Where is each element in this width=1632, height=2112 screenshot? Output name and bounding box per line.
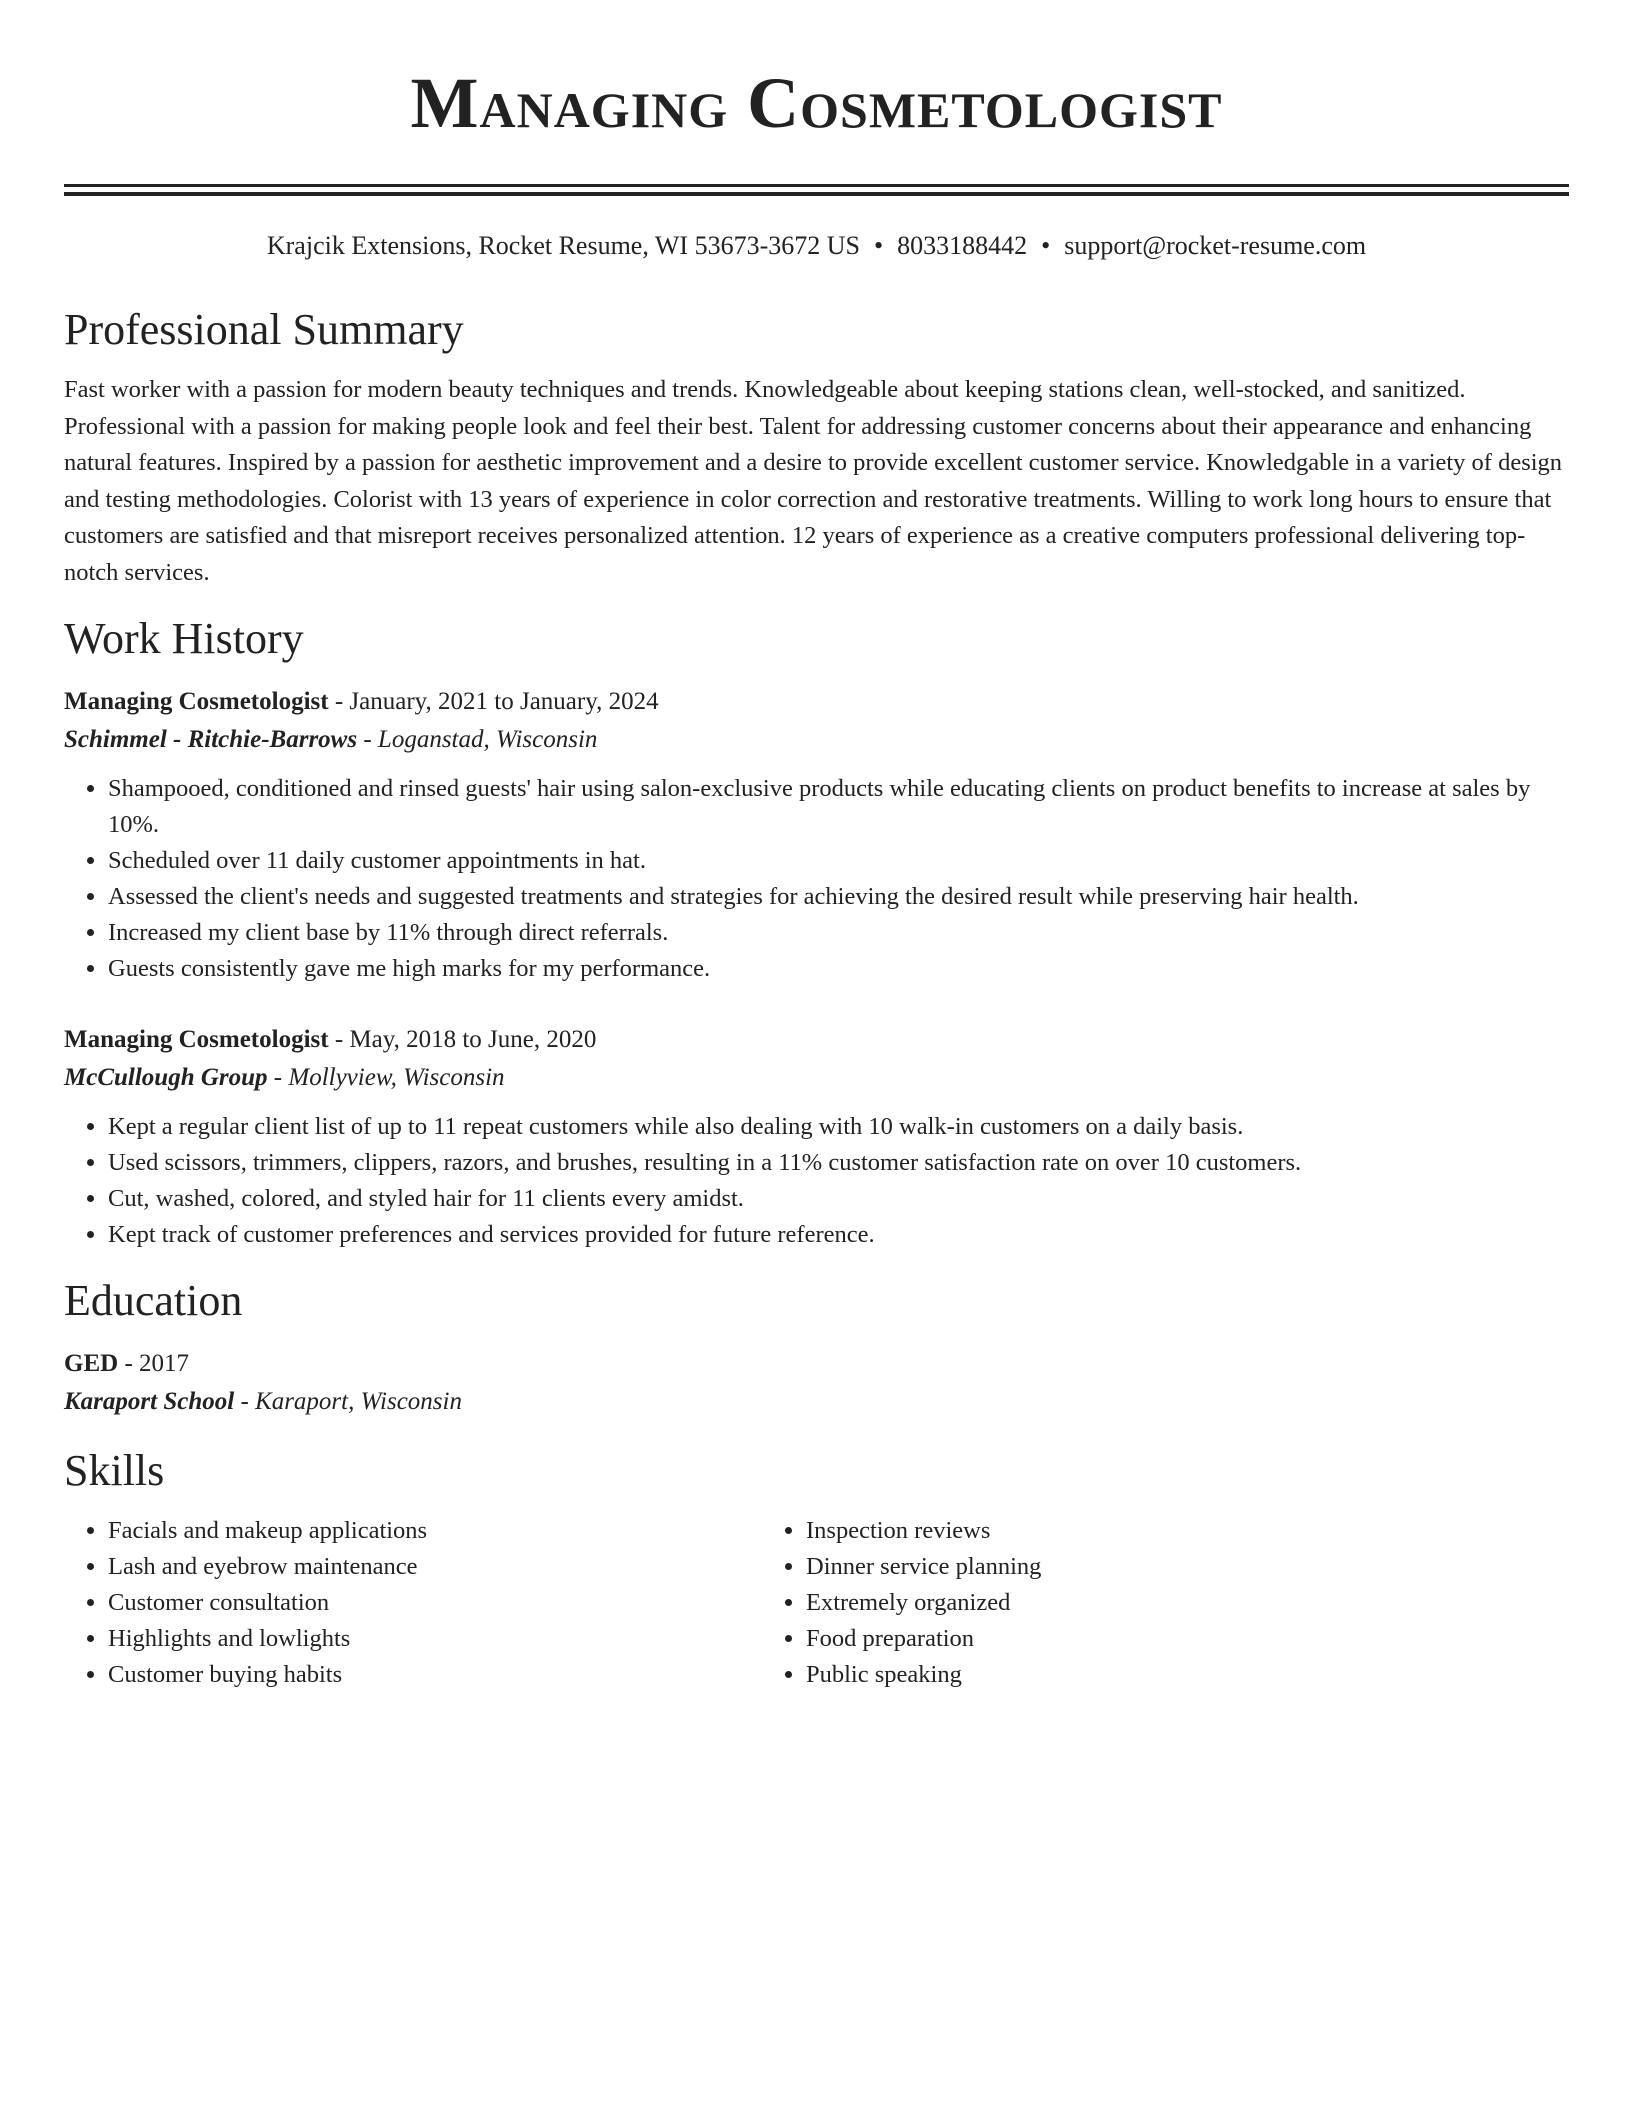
summary-text: Fast worker with a passion for modern beauty techniques and trends. Knowledgeable about keeping stations clean, well-stocked, and sanitized. Professional with a passion for making people look and feel their best. Talent for addressing customer concerns about their appearance and enhancing natural features. Inspired by a passion for aesthetic improvement and a desire to provide excellent customer service. Knowledgable in a variety of design and testing methodologies. Colorist with 13 years of experience in color correction and restorative treatments. Willing to work long hours to ensure that customers are satisfied and that misreport receives personalized attention. 12 years of experience as a creative computers professional delivering top-notch services. xyxy=(64,376,1563,586)
job-dates: - May, 2018 to June, 2020 xyxy=(328,1026,597,1053)
work-history-heading: Work History xyxy=(64,614,304,663)
list-item: • Shampooed, conditioned and rinsed guests' hair using salon-exclusive products while educating clients on product benefits to increase at sales by 10%. xyxy=(108,771,1569,843)
job-entry xyxy=(64,1021,1569,1253)
skills-list-left xyxy=(64,1513,762,1693)
contact-email: support@rocket-resume.com xyxy=(1064,231,1367,260)
job-bullets xyxy=(64,1109,1569,1253)
list-item: • Customer consultation xyxy=(108,1585,762,1621)
contact-separator: • xyxy=(1041,231,1051,260)
list-item: • Kept a regular client list of up to 11 repeat customers while also dealing with 10 walk-in customers on a daily basis. xyxy=(108,1109,1569,1145)
job-title-line xyxy=(64,683,1569,721)
list-item: • Dinner service planning xyxy=(806,1549,1460,1585)
job-location: - Loganstad, Wisconsin xyxy=(357,726,598,753)
job-bullets xyxy=(64,771,1569,987)
list-item: • Kept track of customer preferences and services provided for future reference. xyxy=(108,1217,1569,1253)
education-heading: Education xyxy=(64,1276,243,1325)
list-item: • Used scissors, trimmers, clippers, razors, and brushes, resulting in a 11% customer satisfaction rate on over 10 customers. xyxy=(108,1145,1569,1181)
contact-address: Krajcik Extensions, Rocket Resume, WI 53673-3672 US xyxy=(266,231,860,260)
list-item: • Extremely organized xyxy=(806,1585,1460,1621)
contact-separator: • xyxy=(873,231,884,260)
list-item: • Food preparation xyxy=(806,1621,1460,1657)
summary-heading: Professional Summary xyxy=(64,305,464,354)
list-item: • Public speaking xyxy=(806,1657,1460,1693)
skills-list-right xyxy=(762,1513,1460,1693)
job-dates: - January, 2021 to January, 2024 xyxy=(328,688,659,715)
list-item: • Assessed the client's needs and suggested treatments and strategies for achieving the desired result while preserving hair health. xyxy=(108,879,1569,915)
education-school-line xyxy=(64,1383,1569,1421)
job-role: Managing Cosmetologist xyxy=(64,688,329,715)
education-degree: GED xyxy=(64,1350,119,1377)
job-company: McCullough Group xyxy=(64,1064,268,1091)
list-item: • Facials and makeup applications xyxy=(108,1513,762,1549)
header-double-rule xyxy=(64,184,1569,196)
skills-columns xyxy=(64,1513,1569,1693)
job-company-line xyxy=(64,1059,1569,1097)
list-item: • Inspection reviews xyxy=(806,1513,1460,1549)
job-company-line xyxy=(64,721,1569,759)
candidate-name: Managing Cosmetologist xyxy=(410,63,1223,143)
skills-heading: Skills xyxy=(64,1446,165,1495)
education-school: Karaport School xyxy=(64,1388,235,1415)
job-location: - Mollyview, Wisconsin xyxy=(267,1064,505,1091)
education-entry xyxy=(64,1345,1569,1421)
education-degree-line xyxy=(64,1345,1569,1383)
job-entry xyxy=(64,683,1569,987)
contact-phone: 8033188442 xyxy=(897,231,1028,260)
list-item: • Increased my client base by 11% through direct referrals. xyxy=(108,915,1569,951)
job-title-line xyxy=(64,1021,1569,1059)
job-company: Schimmel - Ritchie-Barrows xyxy=(64,726,358,753)
education-year: - 2017 xyxy=(118,1350,190,1377)
resume-page xyxy=(64,0,1569,1693)
list-item: • Lash and eyebrow maintenance xyxy=(108,1549,762,1585)
list-item: • Highlights and lowlights xyxy=(108,1621,762,1657)
contact-line xyxy=(64,228,1569,264)
list-item: • Guests consistently gave me high marks for my performance. xyxy=(108,951,1569,987)
job-role: Managing Cosmetologist xyxy=(64,1026,329,1053)
education-location: - Karaport, Wisconsin xyxy=(234,1388,462,1415)
list-item: • Customer buying habits xyxy=(108,1657,762,1693)
list-item: • Scheduled over 11 daily customer appointments in hat. xyxy=(108,843,1569,879)
list-item: • Cut, washed, colored, and styled hair for 11 clients every amidst. xyxy=(108,1181,1569,1217)
